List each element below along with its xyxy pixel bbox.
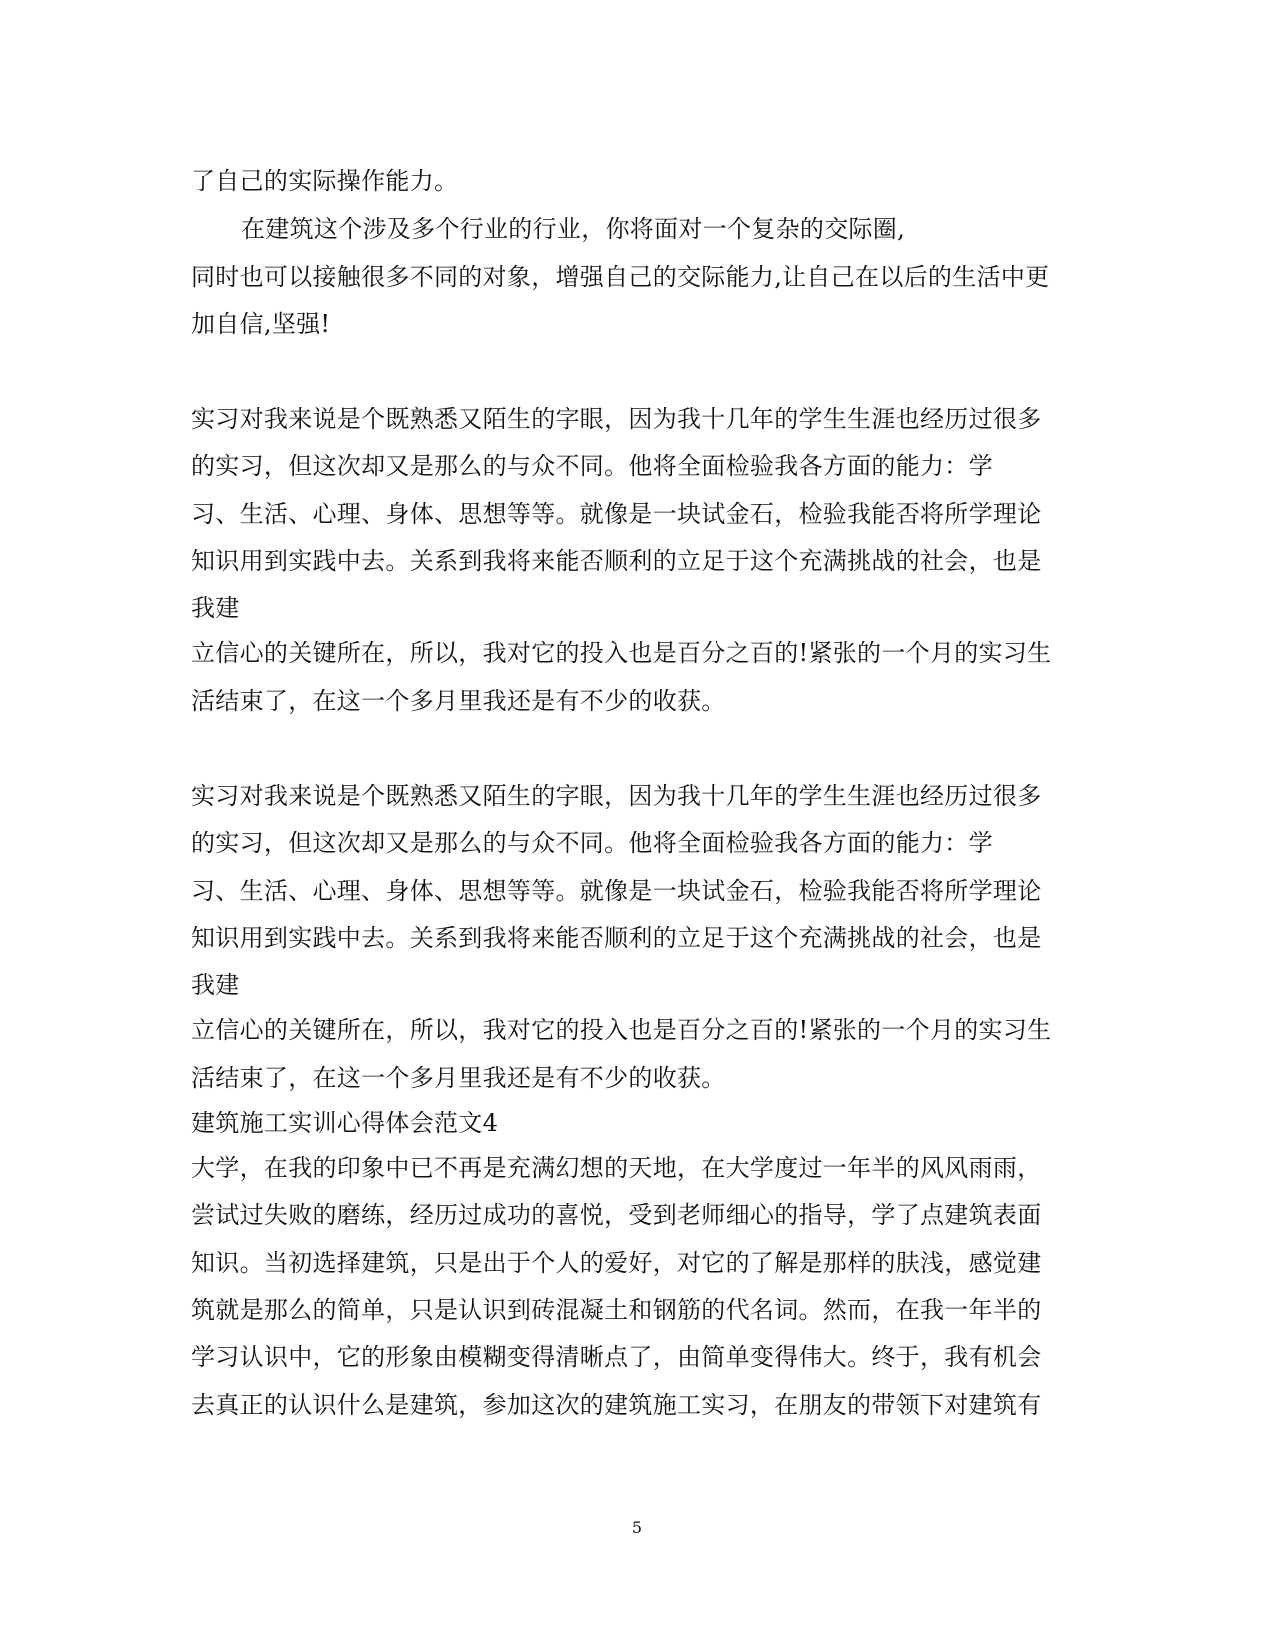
text-line: 加自信,坚强! <box>191 310 331 338</box>
text-line: 学习认识中，它的形象由模糊变得清晰点了，由简单变得伟大。终于，我有机会 <box>191 1343 1042 1371</box>
text-line: 立信心的关键所在，所以，我对它的投入也是百分之百的!紧张的一个月的实习生 <box>191 1016 1052 1044</box>
text-line: 了自己的实际操作能力。 <box>191 167 459 195</box>
text-line: 知识用到实践中去。关系到我将来能否顺利的立足于这个充满挑战的社会，也是 <box>191 547 1042 575</box>
text-line: 习、生活、心理、身体、思想等等。就像是一块试金石，检验我能否将所学理论 <box>191 500 1042 528</box>
text-line: 活结束了，在这一个多月里我还是有不少的收获。 <box>191 687 726 715</box>
text-line: 尝试过失败的磨练，经历过成功的喜悦，受到老师细心的指导，学了点建筑表面 <box>191 1201 1042 1229</box>
text-line: 实习对我来说是个既熟悉又陌生的字眼，因为我十几年的学生生涯也经历过很多 <box>191 405 1042 433</box>
text-line: 习、生活、心理、身体、思想等等。就像是一块试金石，检验我能否将所学理论 <box>191 877 1042 905</box>
page-number: 5 <box>631 1518 643 1537</box>
text-line: 知识。当初选择建筑，只是出于个人的爱好，对它的了解是那样的肤浅，感觉建 <box>191 1249 1042 1277</box>
text-line: 知识用到实践中去。关系到我将来能否顺利的立足于这个充满挑战的社会，也是 <box>191 924 1042 952</box>
text-line: 筑就是那么的简单，只是认识到砖混凝土和钢筋的代名词。然而，在我一年半的 <box>191 1296 1042 1324</box>
text-line: 我建 <box>191 971 240 999</box>
section-heading: 建筑施工实训心得体会范文4 <box>191 1109 499 1137</box>
text-line: 同时也可以接触很多不同的对象，增强自己的交际能力,让自己在以后的生活中更 <box>191 263 1050 291</box>
text-line: 活结束了，在这一个多月里我还是有不少的收获。 <box>191 1064 726 1092</box>
text-line: 大学，在我的印象中已不再是充满幻想的天地，在大学度过一年半的风风雨雨， <box>191 1154 1042 1182</box>
text-line: 的实习，但这次却又是那么的与众不同。他将全面检验我各方面的能力：学 <box>191 452 993 480</box>
text-line: 我建 <box>191 594 240 622</box>
text-line: 立信心的关键所在，所以，我对它的投入也是百分之百的!紧张的一个月的实习生 <box>191 639 1052 667</box>
text-line: 在建筑这个涉及多个行业的行业，你将面对一个复杂的交际圈, <box>241 215 906 243</box>
text-line: 去真正的认识什么是建筑，参加这次的建筑施工实习，在朋友的带领下对建筑有 <box>191 1391 1042 1419</box>
text-line: 实习对我来说是个既熟悉又陌生的字眼，因为我十几年的学生生涯也经历过很多 <box>191 782 1042 810</box>
text-line: 的实习，但这次却又是那么的与众不同。他将全面检验我各方面的能力：学 <box>191 829 993 857</box>
